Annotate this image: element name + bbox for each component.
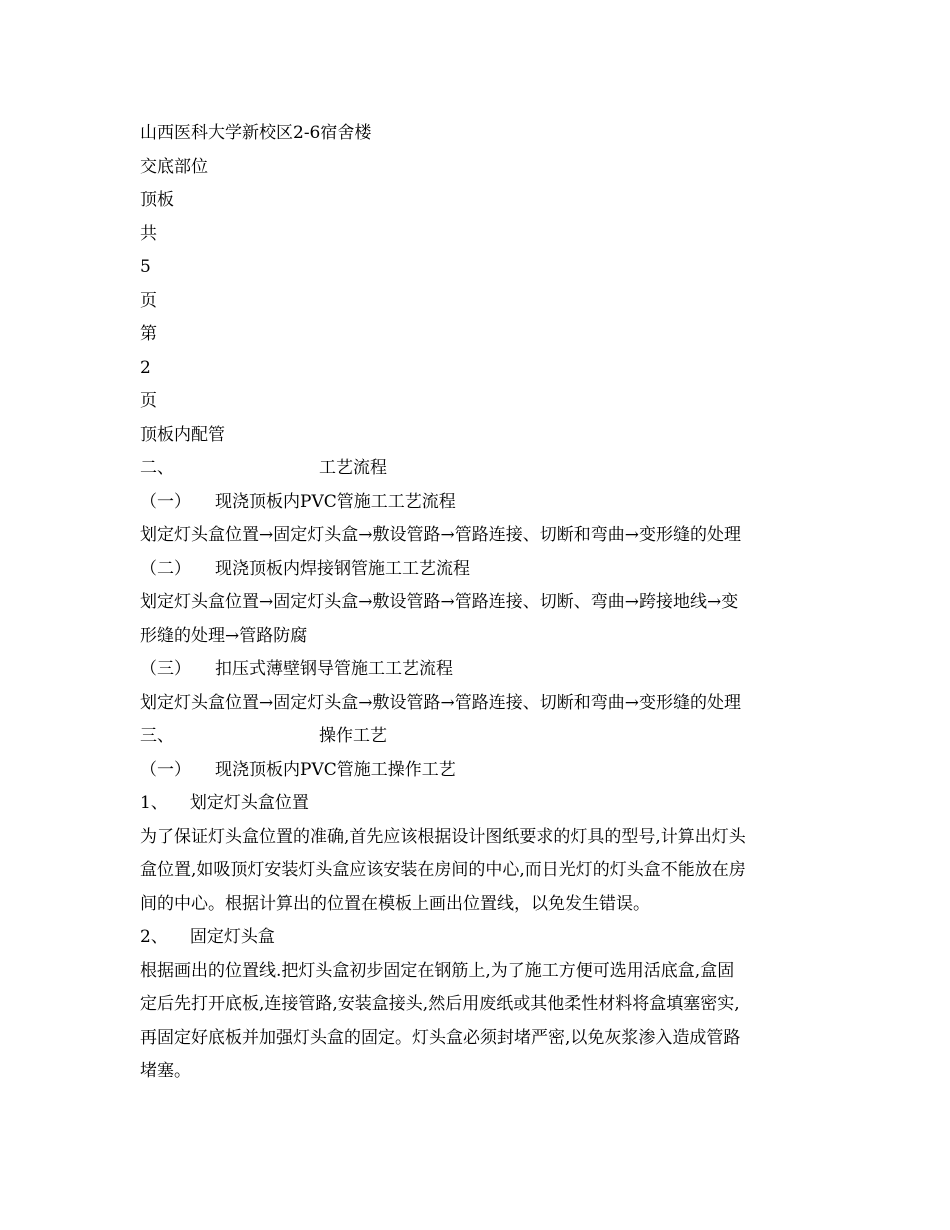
subsection-number: （三） bbox=[140, 659, 191, 679]
total-pages-suffix: 页 bbox=[140, 290, 157, 311]
subsection-number: （一） bbox=[140, 491, 191, 512]
body-text: 定后先打开底板,连接管路,安装盒接头,然后用废纸或其他柔性材料将盒填塞密实, bbox=[140, 994, 740, 1014]
body-text: 堵塞。 bbox=[140, 1061, 191, 1081]
item-title: 固定灯头盒 bbox=[189, 927, 275, 947]
body-text: 划定灯头盒位置→固定灯头盒→敷设管路→管路连接、切断和弯曲→变形缝的处理 bbox=[140, 525, 741, 545]
subsection-title: 现浇顶板内PVC管施工操作工艺 bbox=[215, 759, 456, 780]
section-number: 二、 bbox=[140, 458, 174, 478]
section-number: 三、 bbox=[140, 726, 174, 746]
page-number-prefix: 第 bbox=[140, 324, 157, 344]
body-text: 盒位置,如吸顶灯安装灯头盒应该安装在房间的中心,而日光灯的灯头盒不能放在房 bbox=[140, 860, 746, 880]
subsection-title: 现浇顶板内PVC管施工工艺流程 bbox=[215, 491, 456, 512]
body-text: 形缝的处理→管路防腐 bbox=[140, 625, 308, 646]
section-heading bbox=[140, 720, 820, 754]
section-title: 工艺流程 bbox=[319, 458, 387, 478]
subsection-heading bbox=[140, 486, 820, 520]
body-text: 划定灯头盒位置→固定灯头盒→敷设管路→管路连接、切断、弯曲→跨接地线→变 bbox=[140, 592, 739, 612]
page-number-suffix: 页 bbox=[140, 391, 157, 411]
total-pages-number: 5 bbox=[140, 257, 151, 277]
body-text: 根据画出的位置线.把灯头盒初步固定在钢筋上,为了施工方便可选用活底盒,盒固 bbox=[140, 960, 735, 981]
document-page bbox=[140, 117, 820, 1089]
subsection-number: （二） bbox=[140, 558, 191, 579]
part-value: 顶板 bbox=[140, 190, 174, 210]
body-text: 为了保证灯头盒位置的准确,首先应该根据设计图纸要求的灯具的型号,计算出灯头 bbox=[140, 826, 746, 847]
body-text: 间的中心。根据计算出的位置在模板上画出位置线，以免发生错误。 bbox=[140, 893, 650, 914]
item-number: 1、 bbox=[140, 793, 168, 813]
subsection-heading bbox=[140, 754, 820, 788]
total-pages-prefix: 共 bbox=[140, 223, 157, 244]
item-heading bbox=[140, 921, 820, 955]
item-heading bbox=[140, 787, 820, 821]
section-heading bbox=[140, 452, 820, 486]
section-title: 操作工艺 bbox=[319, 726, 387, 746]
subject-title: 顶板内配管 bbox=[140, 424, 225, 445]
item-title: 划定灯头盒位置 bbox=[189, 793, 309, 813]
body-text: 划定灯头盒位置→固定灯头盒→敷设管路→管路连接、切断和弯曲→变形缝的处理 bbox=[140, 692, 741, 713]
part-label: 交底部位 bbox=[140, 156, 208, 177]
body-text: 再固定好底板并加强灯头盒的固定。灯头盒必须封堵严密,以免灰浆渗入造成管路 bbox=[140, 1027, 741, 1048]
subsection-heading bbox=[140, 653, 820, 687]
item-number: 2、 bbox=[140, 927, 168, 947]
subsection-heading bbox=[140, 553, 820, 587]
project-name: 山西医科大学新校区2-6宿舍楼 bbox=[140, 123, 372, 143]
page-number: 2 bbox=[140, 357, 151, 378]
subsection-title: 现浇顶板内焊接钢管施工工艺流程 bbox=[215, 558, 470, 579]
subsection-title: 扣压式薄壁钢导管施工工艺流程 bbox=[215, 659, 453, 679]
subsection-number: （一） bbox=[140, 759, 191, 780]
